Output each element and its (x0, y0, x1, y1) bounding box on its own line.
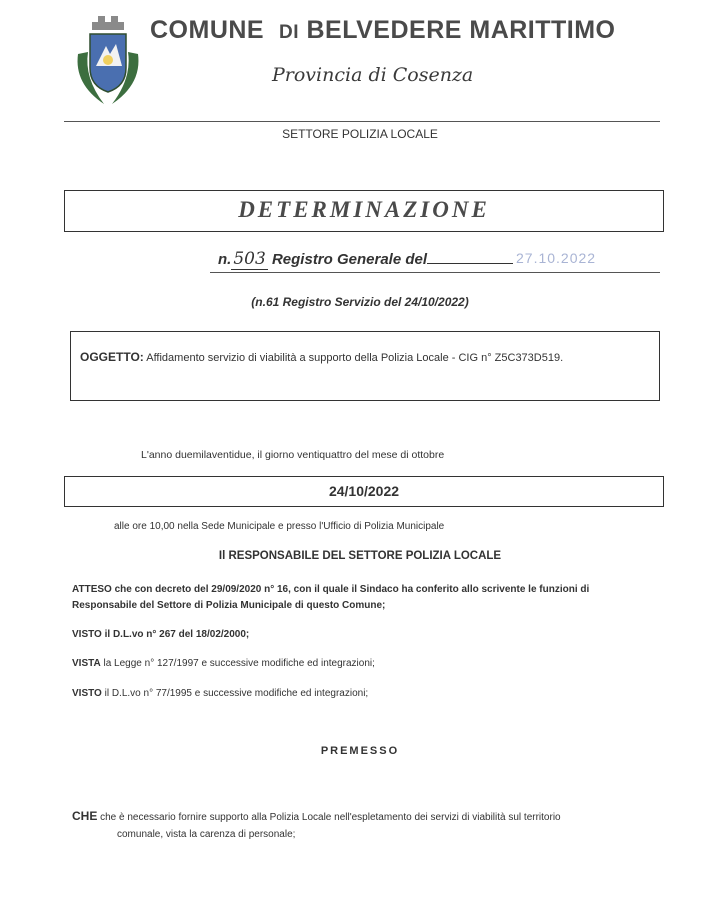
registro-date-stamp: 27.10.2022 (516, 250, 597, 266)
visto-1-text: il D.L.vo n° 267 del 18/02/2000; (101, 629, 250, 640)
comune-title (150, 16, 616, 45)
atteso-line-1: ATTESO che con decreto del 29/09/2020 n° 16, con il quale il Sindaco ha conferito allo scrivente le funzioni di (72, 584, 590, 595)
premesso-heading: PREMESSO (320, 745, 400, 757)
registro-divider (210, 272, 660, 273)
visto-2 (72, 688, 368, 699)
che-line-1 (72, 809, 561, 823)
date-value: 24/10/2022 (328, 483, 400, 499)
comune-name: BELVEDERE MARITTIMO (306, 16, 616, 44)
provincia-signature: Provincia di Cosenza (272, 64, 474, 86)
anno-text: L'anno duemilaventidue, il giorno ventiquattro del mese di ottobre (141, 449, 445, 461)
registro-servizio: (n.61 Registro Servizio del 24/10/2022) (251, 295, 469, 309)
comune-crest-logo (70, 14, 146, 110)
che-label: CHE (72, 809, 98, 823)
oggetto-label: OGGETTO: (80, 350, 144, 364)
determinazione-box (64, 190, 664, 232)
visto-1 (72, 629, 249, 640)
vista-label: VISTA (72, 658, 101, 669)
comune-prefix: COMUNE (150, 16, 265, 44)
registro-number: 503 (233, 249, 266, 269)
vista (72, 658, 375, 669)
vista-text: la Legge n° 127/1997 e successive modifiche ed integrazioni; (100, 658, 375, 669)
oggetto-text: Affidamento servizio di viabilità a supporto della Polizia Locale - CIG n° Z5C373D519. (146, 352, 564, 364)
determinazione-title: DETERMINAZIONE (238, 197, 490, 222)
registro-date-blank (427, 251, 513, 264)
visto-1-label: VISTO (72, 629, 102, 640)
settore-label: SETTORE POLIZIA LOCALE (282, 127, 438, 141)
header-divider (64, 121, 660, 122)
oggetto-line (80, 350, 563, 364)
atteso-line-2: Responsabile del Settore di Polizia Municipale di questo Comune; (72, 600, 386, 611)
registro-label: Registro Generale del (271, 251, 428, 268)
visto-2-label: VISTO (72, 688, 102, 699)
visto-2-text: il D.L.vo n° 77/1995 e successive modifiche ed integrazioni; (101, 688, 369, 699)
ore-text: alle ore 10,00 nella Sede Municipale e presso l'Ufficio di Polizia Municipale (114, 521, 445, 532)
che-text-1: che è necessario fornire supporto alla Polizia Locale nell'espletamento dei servizi di viabilità sul territorio (97, 812, 561, 823)
registro-line (218, 249, 513, 269)
registro-number-prefix: n. (218, 251, 232, 268)
oggetto-box (70, 331, 660, 401)
date-box (64, 476, 664, 507)
comune-di: DI (279, 22, 300, 43)
che-line-2: comunale, vista la carenza di personale; (117, 829, 296, 840)
responsabile-heading: Il RESPONSABILE DEL SETTORE POLIZIA LOCALE (218, 550, 502, 562)
